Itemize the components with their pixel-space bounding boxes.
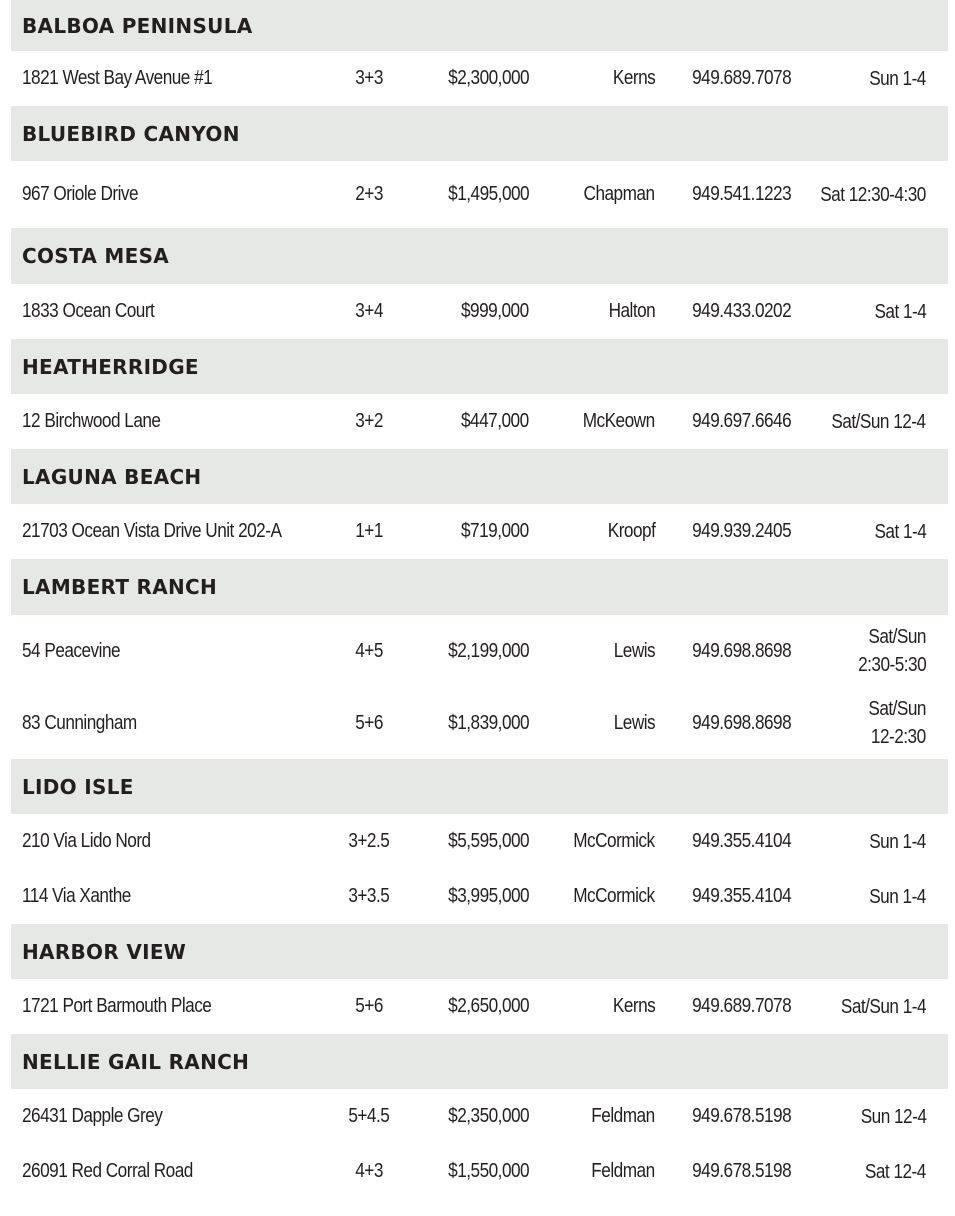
- listing-address: 1833 Ocean Court: [22, 300, 155, 322]
- listing-open-time: Sun 1-4: [869, 67, 926, 90]
- listing-address: 12 Birchwood Lane: [22, 410, 161, 432]
- listing-address: 83 Cunningham: [22, 711, 137, 734]
- listing-price: $2,350,000: [448, 1105, 529, 1127]
- listing-phone: 949.689.7078: [691, 995, 791, 1017]
- listing-phone: 949.678.5198: [691, 1160, 791, 1182]
- listing-open-time: Sat/Sun 12-4: [831, 410, 926, 433]
- listing-phone: 949.689.7078: [691, 67, 791, 89]
- section-header-harbor-view: HARBOR VIEW: [11, 924, 948, 979]
- listing-address: 210 Via Lido Nord: [22, 830, 151, 852]
- listing-bed-bath: 4+5: [355, 639, 383, 662]
- listing-bed-bath: 4+3: [355, 1160, 383, 1182]
- listing-address: 26431 Dapple Grey: [22, 1105, 163, 1127]
- listing-open-time: Sat 1-4: [874, 300, 926, 323]
- listing-agent: Lewis: [613, 639, 655, 662]
- listing-agent: McCormick: [573, 830, 655, 852]
- listing-row: [11, 814, 948, 869]
- listing-agent: Feldman: [591, 1105, 655, 1127]
- listing-phone: 949.355.4104: [691, 885, 791, 907]
- listing-bed-bath: 1+1: [355, 520, 383, 542]
- listing-open-time: Sun 1-4: [869, 830, 926, 853]
- listing-price: $3,995,000: [448, 885, 529, 907]
- listing-price: $2,199,000: [448, 639, 529, 662]
- listing-bed-bath: 3+3.5: [348, 885, 390, 907]
- section-header-costa-mesa: COSTA MESA: [11, 228, 948, 284]
- listing-row: [11, 687, 948, 759]
- listing-phone: 949.541.1223: [691, 183, 791, 205]
- listing-bed-bath: 3+2.5: [348, 830, 390, 852]
- listing-row: [11, 504, 948, 559]
- listing-row: [11, 615, 948, 687]
- listing-open-time: Sat 12:30-4:30: [820, 183, 926, 206]
- listing-address: 114 Via Xanthe: [22, 885, 131, 907]
- listing-price: $999,000: [461, 300, 529, 322]
- open-house-listings: [11, 0, 948, 1199]
- listing-address: 1721 Port Barmouth Place: [22, 995, 212, 1017]
- listing-bed-bath: 5+6: [355, 995, 383, 1017]
- listing-bed-bath: 5+6: [355, 711, 383, 734]
- listing-row: [11, 869, 948, 924]
- listing-bed-bath: 3+3: [355, 67, 383, 89]
- listing-agent: Kroopf: [607, 520, 655, 542]
- listing-price: $1,495,000: [448, 183, 529, 205]
- listing-address: 967 Oriole Drive: [22, 183, 139, 205]
- section-header-balboa-peninsula: BALBOA PENINSULA: [11, 0, 948, 51]
- listing-phone: 949.355.4104: [691, 830, 791, 852]
- listing-address: 54 Peacevine: [22, 639, 121, 662]
- section-header-lambert-ranch: LAMBERT RANCH: [11, 559, 948, 615]
- listing-phone: 949.697.6646: [691, 410, 791, 432]
- listing-phone: 949.939.2405: [691, 520, 791, 542]
- listing-price: $2,300,000: [448, 67, 529, 89]
- listing-price: $5,595,000: [448, 830, 529, 852]
- listing-phone: 949.433.0202: [691, 300, 791, 322]
- listing-row: [11, 1089, 948, 1144]
- listing-phone: 949.678.5198: [691, 1105, 791, 1127]
- listing-agent: McKeown: [583, 410, 655, 432]
- listing-open-time: Sat/Sun 12-2:30: [868, 698, 926, 748]
- listing-open-time: Sat 12-4: [865, 1160, 926, 1183]
- listing-agent: McCormick: [573, 885, 655, 907]
- listing-row: [11, 394, 948, 449]
- listing-bed-bath: 5+4.5: [348, 1105, 390, 1127]
- listing-price: $447,000: [461, 410, 529, 432]
- listing-agent: Kerns: [612, 67, 655, 89]
- section-header-heatherridge: HEATHERRIDGE: [11, 339, 948, 394]
- section-header-bluebird-canyon: BLUEBIRD CANYON: [11, 106, 948, 161]
- section-header-laguna-beach: LAGUNA BEACH: [11, 449, 948, 504]
- listing-bed-bath: 3+4: [355, 300, 383, 322]
- listing-agent: Kerns: [612, 995, 655, 1017]
- listing-price: $719,000: [461, 520, 529, 542]
- listing-agent: Feldman: [591, 1160, 655, 1182]
- listing-price: $2,650,000: [448, 995, 529, 1017]
- section-header-lido-isle: LIDO ISLE: [11, 759, 948, 814]
- listing-open-time: Sat/Sun 2:30-5:30: [857, 626, 926, 676]
- listing-open-time: Sun 12-4: [860, 1105, 926, 1128]
- listing-phone: 949.698.8698: [691, 711, 791, 734]
- listing-open-time: Sun 1-4: [869, 885, 926, 908]
- section-header-nellie-gail-ranch: NELLIE GAIL RANCH: [11, 1034, 948, 1089]
- listing-row: [11, 161, 948, 228]
- listing-agent: Lewis: [613, 711, 655, 734]
- listing-address: 26091 Red Corral Road: [22, 1160, 193, 1182]
- listing-address: 1821 West Bay Avenue #1: [22, 67, 213, 89]
- listing-row: [11, 284, 948, 339]
- listing-bed-bath: 2+3: [355, 183, 383, 205]
- listing-agent: Chapman: [584, 183, 655, 205]
- listing-price: $1,839,000: [448, 711, 529, 734]
- listing-open-time: Sat/Sun 1-4: [840, 995, 926, 1018]
- listing-row: [11, 1144, 948, 1199]
- listing-phone: 949.698.8698: [691, 639, 791, 662]
- listing-row: [11, 51, 948, 106]
- listing-row: [11, 979, 948, 1034]
- listing-open-time: Sat 1-4: [874, 520, 926, 543]
- listing-price: $1,550,000: [448, 1160, 529, 1182]
- listing-agent: Halton: [608, 300, 655, 322]
- listing-address: 21703 Ocean Vista Drive Unit 202-A: [22, 520, 282, 542]
- listing-bed-bath: 3+2: [355, 410, 383, 432]
